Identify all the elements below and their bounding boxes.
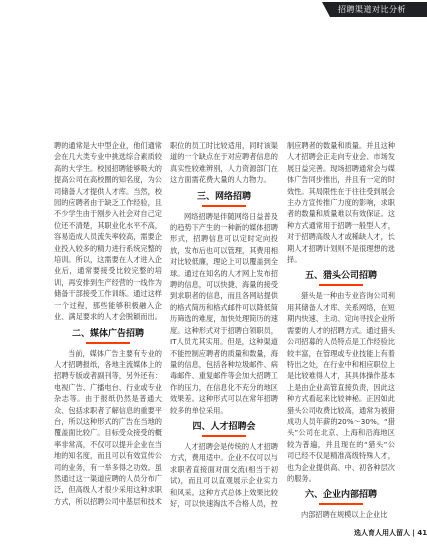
paragraph: 猎头是一种由专业咨询公司利用其储备人才库、关系网络，在短期内快速、主动、定向寻找企业所需要的人才的招聘方式。通过猎头公司招募的人员特点是工作经验比较丰富，在管理或专业技能上有着特出之处，在行业中和相应职位上是比较难得人才，其具体操作基本上是由企业高管直接负责，因此这种方式看起来比较神秘。正因如此猎头公司收费比较高，通常为被猎成功人员年薪的20%～30%。“猎头”公司在北京、上海和沿海地区较为普遍，并且现在的“猎头”公司已经不仅是精准高级特殊人才，也为企业提供高、中、初各种层次的服务。 xyxy=(287,291,395,483)
heading-text: 二、媒体广告招聘 xyxy=(71,328,144,339)
top-bar xyxy=(0,0,427,27)
paragraph: 内部招聘在规模以上企业比 xyxy=(301,510,388,520)
section-heading-internal-recruiting xyxy=(287,489,395,505)
heading-text: 四、人才招聘会 xyxy=(192,421,256,432)
section-heading-online-recruiting xyxy=(170,191,278,207)
paragraph: 职位的员工时比较适用，同时该渠道的一个缺点在于对应聘者信息的真实性较难辨别，人力资源部门在这方面需花费大量的人力物力。 xyxy=(170,141,278,185)
section-heading-headhunter xyxy=(287,270,395,286)
article-columns xyxy=(54,140,393,520)
column-1 xyxy=(54,140,162,507)
page-footer: 选人育人用人留人 | 41 xyxy=(354,529,427,537)
section-heading-job-fair xyxy=(170,421,278,437)
heading-text: 六、企业内部招聘 xyxy=(304,490,377,501)
heading-text: 三、网络招聘 xyxy=(196,191,251,202)
section-heading-media-ads xyxy=(54,328,162,344)
column-3 xyxy=(287,140,395,521)
column-2 xyxy=(170,140,278,509)
heading-underline xyxy=(319,284,363,286)
heading-underline xyxy=(202,205,246,207)
heading-text: 五、猎头公司招聘 xyxy=(304,271,377,282)
paragraph: 制应聘者的数量和质量。并且这种人才招聘会正走向专业会、市场发展日益完善。现场招聘通常会与媒体广告同步推出，并且有一定的时效性。其局限性在于往往受到展会主办方宣传推广力度的影响，求职者的数量和质量难以有效保证。这种方式通常用于招聘一般型人才，对于招聘高级人才或稀缺人才，长期人才招聘计划则不是很理想的选择。 xyxy=(287,141,395,265)
heading-underline xyxy=(86,342,130,344)
top-bar-fill xyxy=(0,0,330,27)
section-header-tab: 招聘渠道对比分析 xyxy=(330,2,427,17)
heading-underline xyxy=(202,435,246,437)
heading-underline xyxy=(319,503,363,505)
paragraph: 聘的通常是大中型企业，他们通常会在几大类专业中挑选综合素质较高的大学生。校园招聘能够吸大的提高公司在高校圈的知名度，为公司储备人才提供人才库。当然，校园的应聘者由于缺乏工作经验，且不少学生由于刚步入社会对自己定位还不清楚，其职业化水平不高，容易造成人员流失率较高，需要企业投入较多的精力进行系统完整的培训。所以，这需要在人才进入企业后，通常要接受比较完整的培训，再安排到生产经营的一线作为储备干部接受工作训练。通过这样一个过程，那些能够积极融入企业、满足要求的人才会脱颖而出。 xyxy=(54,141,162,322)
paragraph: 网络招聘是伴随网络日益普及的趋势下产生的一种新的媒体招聘形式，招聘信息可以定时定向投放，发布后也可以管理，其费用相对比较低廉，理论上可以覆盖到全球。通过在知名的人才网上发布招聘的信息，可以快捷、海量的接受到求职者的信息，而且各网站提供的格式简历和格式邮件可以降低简历筛选的难度，加快处理简历的速度。这种形式对于招聘白领职员，IT人员尤其实用。但是，这种渠道不能控制应聘者的质量和数量，海量的信息，包括各种垃圾邮件、病毒邮件、重复邮件等会加大招聘工作的压力，在信息化不充分的地区效果差。这种形式可以在常年招聘较多的单位采用。 xyxy=(170,211,278,415)
paragraph: 人才招聘会是传统的人才招聘方式，费用适中。企业不仅可以与求职者直接面对面交流(相当于初试)，而且可以直观展示企业实力和风采。这种方式总体上效果比较好，可以快速淘汰不合格人员，控 xyxy=(170,441,278,508)
paragraph: 当前，媒体广告主要有专业的人才招聘报纸，各地主流媒体上的招聘专版或者副刊等，另外还有：电视广告、广播电台、行业或专业杂志等。由于报纸仍然是普通大众、包括求职者了解信息的重要平台，所以这种形式的广告在当地的覆盖面比较广。目标受众接受的概率非常高，不仅可以提升企业在当地的知名度，而且可以有效宣传公司的业务，有一举多得之功效。虽然通过这一渠道应聘的人员分布广泛，但高级人才很少采用这种求职方式，所以招聘公司中基层和技术 xyxy=(54,348,162,506)
